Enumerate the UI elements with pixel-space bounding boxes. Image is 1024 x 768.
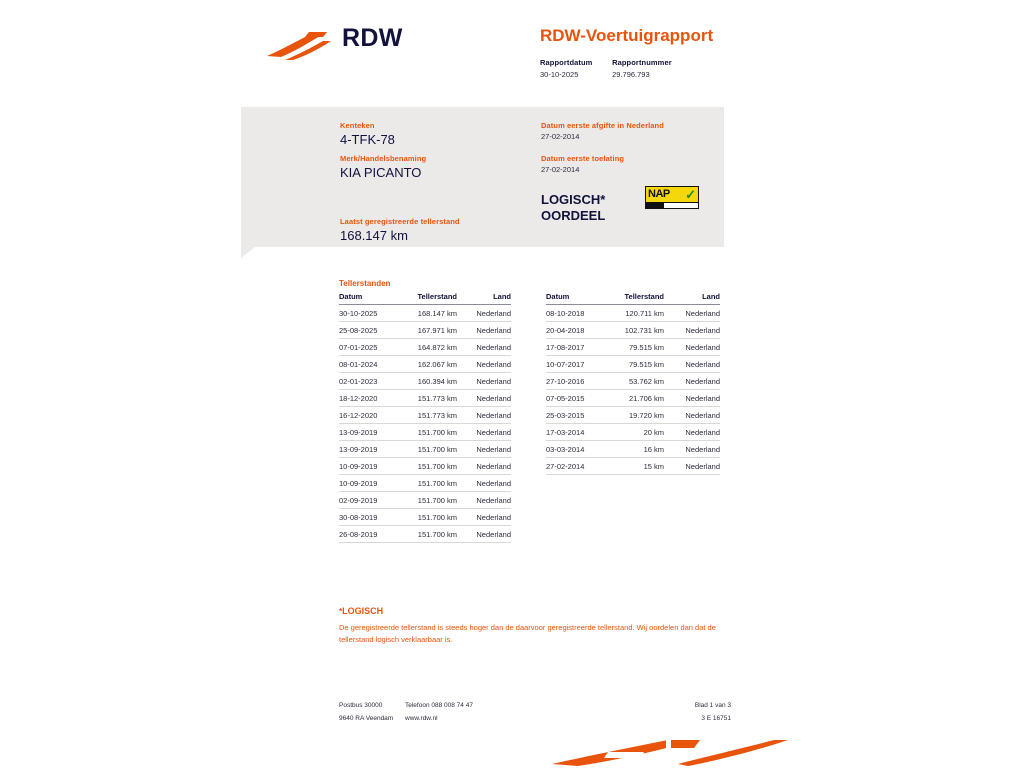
- cell-tellerstand: 164.872 km: [401, 339, 457, 356]
- nap-badge-text: NAP: [648, 188, 670, 200]
- laatste-tellerstand-value: 168.147 km: [340, 228, 408, 243]
- cell-land: Nederland: [457, 526, 511, 543]
- meta-report-number-value: 29.796.793: [612, 70, 650, 79]
- table-row: [546, 322, 720, 339]
- cell-tellerstand: 151.700 km: [401, 458, 457, 475]
- cell-datum: 08-10-2018: [546, 305, 608, 322]
- table-row: [339, 339, 511, 356]
- table-row: [546, 356, 720, 373]
- cell-land: Nederland: [664, 407, 720, 424]
- cell-land: Nederland: [664, 322, 720, 339]
- cell-tellerstand: 168.147 km: [401, 305, 457, 322]
- cell-tellerstand: 151.700 km: [401, 441, 457, 458]
- table-row: [546, 390, 720, 407]
- table-header-row: [339, 292, 511, 305]
- cell-tellerstand: 53.762 km: [608, 373, 664, 390]
- meta-report-date: [540, 58, 598, 79]
- table-row: [546, 424, 720, 441]
- cell-tellerstand: 151.700 km: [401, 526, 457, 543]
- table-row: [339, 424, 511, 441]
- table-row: [339, 373, 511, 390]
- panel-notch: [241, 247, 255, 258]
- cell-tellerstand: 79.515 km: [608, 356, 664, 373]
- cell-datum: 30-10-2025: [339, 305, 401, 322]
- cell-land: Nederland: [664, 356, 720, 373]
- cell-land: Nederland: [457, 322, 511, 339]
- meta-report-number: [612, 58, 672, 79]
- cell-land: Nederland: [457, 339, 511, 356]
- column-header-tellerstand: Tellerstand: [608, 292, 664, 305]
- cell-datum: 27-10-2016: [546, 373, 608, 390]
- cell-tellerstand: 79.515 km: [608, 339, 664, 356]
- cell-land: Nederland: [664, 339, 720, 356]
- nap-check-icon: ✓: [685, 187, 696, 202]
- footer-row-1: [339, 702, 731, 715]
- column-header-datum: Datum: [546, 292, 608, 305]
- eerste-toelating-label: Datum eerste toelating: [541, 154, 625, 163]
- merk-label: Merk/Handelsbenaming: [340, 154, 427, 163]
- cell-land: Nederland: [457, 441, 511, 458]
- laatste-tellerstand-label: Laatst geregistreerde tellerstand: [340, 217, 460, 226]
- table-row: [339, 390, 511, 407]
- cell-datum: 02-01-2023: [339, 373, 401, 390]
- cell-datum: 13-09-2019: [339, 424, 401, 441]
- cell-tellerstand: 151.773 km: [401, 407, 457, 424]
- cell-land: Nederland: [457, 475, 511, 492]
- table-row: [339, 441, 511, 458]
- column-header-datum: Datum: [339, 292, 401, 305]
- table-row: [339, 356, 511, 373]
- cell-datum: 25-08-2025: [339, 322, 401, 339]
- cell-tellerstand: 120.711 km: [608, 305, 664, 322]
- cell-tellerstand: 16 km: [608, 441, 664, 458]
- cell-datum: 30-08-2019: [339, 509, 401, 526]
- cell-datum: 07-01-2025: [339, 339, 401, 356]
- meta-report-date-value: 30-10-2025: [540, 70, 579, 79]
- readings-section-title: Tellerstanden: [339, 279, 391, 288]
- cell-land: Nederland: [457, 509, 511, 526]
- footer-address-line1: Postbus 30000: [339, 702, 383, 709]
- cell-tellerstand: 15 km: [608, 458, 664, 475]
- cell-tellerstand: 151.700 km: [401, 424, 457, 441]
- rdw-footer-graphic-icon: [548, 738, 788, 768]
- cell-datum: 18-12-2020: [339, 390, 401, 407]
- readings-right-body: [546, 305, 720, 475]
- cell-land: Nederland: [457, 356, 511, 373]
- cell-land: Nederland: [457, 492, 511, 509]
- table-row: [339, 526, 511, 543]
- cell-datum: 10-07-2017: [546, 356, 608, 373]
- cell-tellerstand: 151.700 km: [401, 492, 457, 509]
- table-row: [546, 407, 720, 424]
- table-row: [339, 509, 511, 526]
- note-title-text: LOGISCH: [342, 606, 384, 616]
- cell-land: Nederland: [664, 373, 720, 390]
- cell-tellerstand: 151.700 km: [401, 475, 457, 492]
- vehicle-summary-panel: [241, 107, 724, 247]
- footer-page-number: Blad 1 van 3: [694, 702, 731, 709]
- cell-datum: 08-01-2024: [339, 356, 401, 373]
- readings-table-right: [546, 292, 720, 475]
- cell-datum: 17-08-2017: [546, 339, 608, 356]
- report-meta: [540, 58, 800, 79]
- table-row: [546, 373, 720, 390]
- cell-datum: 25-03-2015: [546, 407, 608, 424]
- nap-badge-icon: [645, 186, 699, 209]
- nap-badge-bar: [646, 202, 698, 208]
- cell-datum: 26-08-2019: [339, 526, 401, 543]
- verdict-block: [541, 192, 605, 224]
- cell-tellerstand: 19.720 km: [608, 407, 664, 424]
- brand-title: RDW: [342, 24, 403, 52]
- cell-tellerstand: 151.773 km: [401, 390, 457, 407]
- readings-left-body: [339, 305, 511, 543]
- rdw-logo-block: [265, 22, 505, 70]
- eerste-afgifte-value: 27-02-2014: [541, 132, 580, 141]
- kenteken-value: 4-TFK-78: [340, 132, 395, 147]
- footer-website[interactable]: www.rdw.nl: [405, 715, 438, 722]
- note-title: [339, 606, 383, 616]
- cell-land: Nederland: [457, 305, 511, 322]
- cell-datum: 03-03-2014: [546, 441, 608, 458]
- cell-datum: 16-12-2020: [339, 407, 401, 424]
- cell-datum: 10-09-2019: [339, 475, 401, 492]
- cell-land: Nederland: [457, 458, 511, 475]
- meta-report-date-label: Rapportdatum: [540, 58, 593, 67]
- kenteken-label: Kenteken: [340, 121, 375, 130]
- column-header-land: Land: [664, 292, 720, 305]
- cell-tellerstand: 102.731 km: [608, 322, 664, 339]
- table-row: [339, 475, 511, 492]
- table-row: [339, 322, 511, 339]
- note-star: *: [339, 607, 343, 616]
- table-row: [339, 305, 511, 322]
- table-row: [546, 339, 720, 356]
- rdw-logo-icon: [265, 30, 335, 64]
- footer-row-2: [339, 715, 731, 728]
- cell-tellerstand: 162.067 km: [401, 356, 457, 373]
- cell-land: Nederland: [664, 424, 720, 441]
- cell-datum: 02-09-2019: [339, 492, 401, 509]
- eerste-toelating-value: 27-02-2014: [541, 165, 580, 174]
- cell-datum: 17-03-2014: [546, 424, 608, 441]
- cell-datum: 07-05-2015: [546, 390, 608, 407]
- cell-datum: 10-09-2019: [339, 458, 401, 475]
- cell-land: Nederland: [664, 305, 720, 322]
- cell-land: Nederland: [664, 458, 720, 475]
- cell-land: Nederland: [457, 390, 511, 407]
- merk-value: KIA PICANTO: [340, 165, 422, 180]
- footer-phone: Telefoon 088 008 74 47: [405, 702, 473, 709]
- readings-table-left: [339, 292, 511, 543]
- verdict-line-2: OORDEEL: [541, 208, 606, 223]
- note-body: De geregistreerde tellerstand is steeds hoger dan de daarvoor geregistreerde tellerstand. Wij oordelen dan dat de tellerstand logisch verklaarbaar is.: [339, 623, 716, 644]
- table-row: [546, 305, 720, 322]
- cell-tellerstand: 160.394 km: [401, 373, 457, 390]
- cell-land: Nederland: [457, 407, 511, 424]
- meta-report-number-label: Rapportnummer: [612, 58, 672, 67]
- column-header-tellerstand: Tellerstand: [401, 292, 457, 305]
- verdict-line-1: LOGISCH*: [541, 192, 606, 207]
- cell-land: Nederland: [457, 424, 511, 441]
- table-row: [546, 441, 720, 458]
- cell-land: Nederland: [664, 390, 720, 407]
- eerste-afgifte-label: Datum eerste afgifte in Nederland: [541, 121, 664, 130]
- report-title: RDW-Voertuigrapport: [540, 26, 714, 45]
- table-row: [339, 407, 511, 424]
- footer-code: 3 E 16751: [701, 715, 731, 722]
- cell-datum: 13-09-2019: [339, 441, 401, 458]
- column-header-land: Land: [457, 292, 511, 305]
- cell-tellerstand: 21.706 km: [608, 390, 664, 407]
- table-row: [339, 458, 511, 475]
- table-row: [546, 458, 720, 475]
- cell-land: Nederland: [457, 373, 511, 390]
- cell-tellerstand: 167.971 km: [401, 322, 457, 339]
- table-header-row: [546, 292, 720, 305]
- cell-land: Nederland: [664, 441, 720, 458]
- cell-tellerstand: 151.700 km: [401, 509, 457, 526]
- page-footer: [339, 702, 731, 728]
- table-row: [339, 492, 511, 509]
- cell-datum: 20-04-2018: [546, 322, 608, 339]
- cell-datum: 27-02-2014: [546, 458, 608, 475]
- footer-address-line2: 9640 RA Veendam: [339, 715, 394, 722]
- cell-tellerstand: 20 km: [608, 424, 664, 441]
